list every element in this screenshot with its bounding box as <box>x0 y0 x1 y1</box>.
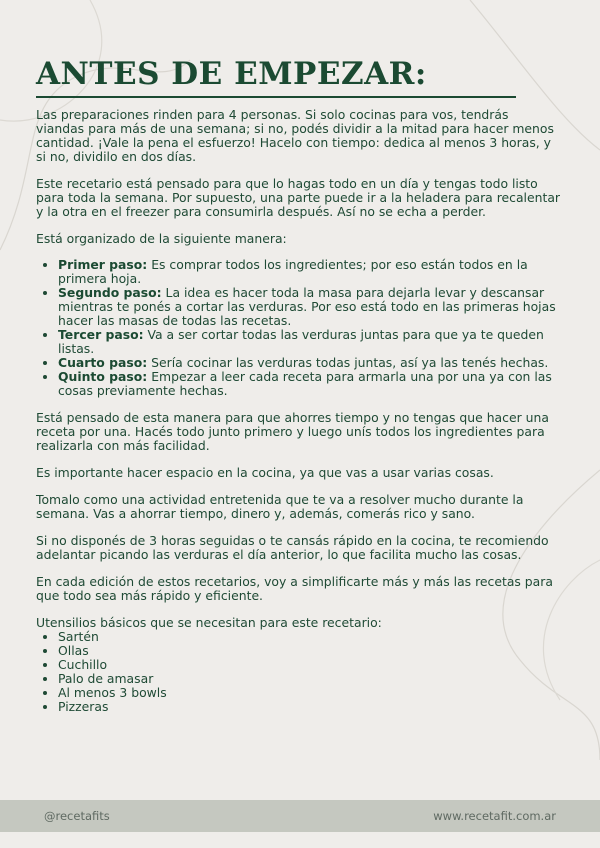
step-label: Tercer paso: <box>58 327 144 342</box>
step-label: Cuarto paso: <box>58 355 148 370</box>
page-title: ANTES DE EMPEZAR: <box>36 56 516 98</box>
step-item <box>58 356 560 370</box>
step-text: Es comprar todos los ingredientes; por eso están todos en la primera hoja. <box>58 257 528 286</box>
tool-item: • Ollas <box>58 644 560 658</box>
tools-list <box>36 630 560 714</box>
intro-paragraph-2: Este recetario está pensado para que lo hagas todo en un día y tengas todo listo para toda la semana. Por supuesto, una parte puede ir a la heladera para recalentar y la otra en el freezer para consumirla después. Así no se echa a perder. <box>36 176 561 219</box>
footer-bar <box>0 800 600 832</box>
tools-intro: Utensilios básicos que se necesitan para este recetario: <box>36 615 382 630</box>
social-handle[interactable]: @recetafits <box>44 809 110 823</box>
step-text: Sería cocinar las verduras todas juntas, así ya las tenés hechas. <box>147 355 549 370</box>
step-label: Segundo paso: <box>58 285 162 300</box>
tool-item: • Pizzeras <box>58 700 560 714</box>
tool-item: • Al menos 3 bowls <box>58 686 560 700</box>
steps-list <box>36 258 560 398</box>
tool-item: • Palo de amasar <box>58 672 560 686</box>
step-label: Quinto paso: <box>58 369 148 384</box>
tool-item: • Sartén <box>58 630 560 644</box>
tool-item: • Cuchillo <box>58 658 560 672</box>
body-paragraph-1: Está pensado de esta manera para que ahorres tiempo y no tengas que hacer una receta por una. Hacés todo junto primero y luego unís todos los ingredientes para realizarla con más facilidad. <box>36 410 549 453</box>
intro-paragraph-3: Está organizado de la siguiente manera: <box>36 231 287 246</box>
step-item <box>58 286 560 328</box>
page-content <box>36 56 560 714</box>
body-paragraph-3: Tomalo como una actividad entretenida que te va a resolver mucho durante la semana. Vas a ahorrar tiempo, dinero y, además, comerás rico y sano. <box>36 492 524 521</box>
step-label: Primer paso: <box>58 257 148 272</box>
website-link[interactable]: www.recetafit.com.ar <box>433 809 556 823</box>
step-item <box>58 328 560 356</box>
body-paragraph-5: En cada edición de estos recetarios, voy a simplificarte más y más las recetas para que todo sea más rápido y eficiente. <box>36 574 553 603</box>
intro-paragraph-1: Las preparaciones rinden para 4 personas. Si solo cocinas para vos, tendrás viandas para más de una semana; si no, podés dividir a la mitad para hacer menos cantidad. ¡Vale la pena el esfuerzo! Hacelo con tiempo: dedica al menos 3 horas, y si no, dividilo en dos días. <box>36 107 554 164</box>
step-text: La idea es hacer toda la masa para dejarla levar y descansar mientras te ponés a cortar las verduras. Por eso está todo en las primeras hojas hacer las masas de todas las recetas. <box>58 285 556 328</box>
step-item <box>58 258 560 286</box>
body-paragraph-4: Si no disponés de 3 horas seguidas o te cansás rápido en la cocina, te recomiendo adelantar picando las verduras el día anterior, lo que facilita mucho las cosas. <box>36 533 549 562</box>
body-paragraph-2: Es importante hacer espacio en la cocina, ya que vas a usar varias cosas. <box>36 465 494 480</box>
step-text: Va a ser cortar todas las verduras juntas para que ya te queden listas. <box>58 327 544 356</box>
step-text: Empezar a leer cada receta para armarla una por una ya con las cosas previamente hechas. <box>58 369 552 398</box>
step-item <box>58 370 560 398</box>
